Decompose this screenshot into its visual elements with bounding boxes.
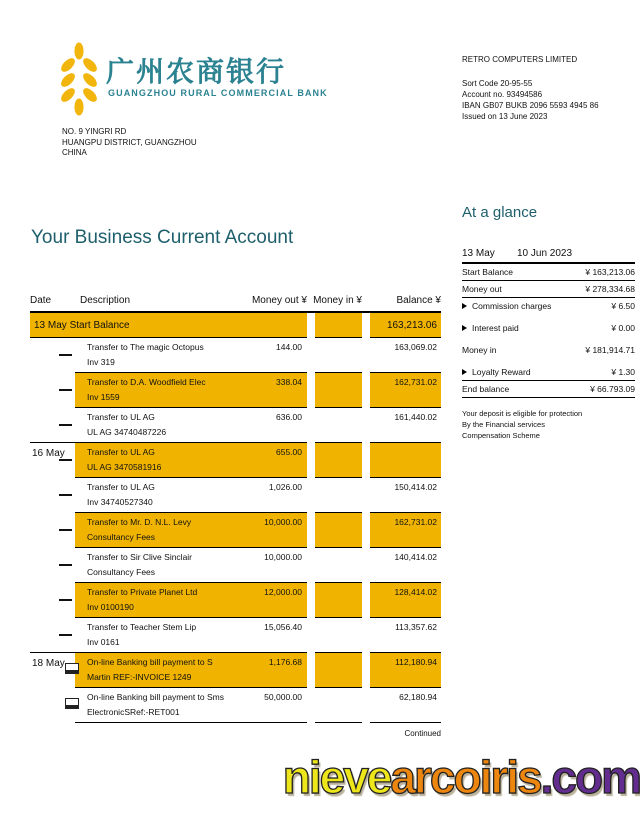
- balance-value: 162,731.02: [370, 373, 441, 407]
- row-reference: Inv 34740527340: [87, 497, 153, 507]
- money-in-cell: [315, 618, 362, 652]
- start-balance-row: [30, 313, 441, 337]
- table-row: [30, 478, 441, 512]
- bill-payment-icon: [65, 663, 79, 674]
- glance-value: ¥ 163,213.06: [585, 267, 635, 277]
- column-header-balance: Balance ¥: [396, 295, 441, 306]
- period-end: 10 Jun 2023: [517, 248, 573, 259]
- money-out-value: 50,000.00: [264, 692, 302, 702]
- money-in-cell: [315, 443, 362, 477]
- row-reference: Martin REF:-INVOICE 1249: [87, 672, 192, 682]
- transfer-dash-icon: [59, 354, 72, 356]
- money-out-value: 10,000.00: [264, 552, 302, 562]
- triangle-marker-icon: [462, 325, 467, 331]
- glance-row: [462, 264, 635, 281]
- account-holder-block: [462, 55, 638, 122]
- money-in-cell: [315, 653, 362, 687]
- glance-row: [462, 342, 635, 358]
- row-description: Transfer to Sir Clive Sinclair: [87, 552, 193, 562]
- row-description-cell: [75, 618, 307, 652]
- transfer-dash-icon: [59, 424, 72, 426]
- bank-logo-icon: [56, 42, 102, 121]
- row-description: Transfer to UL AG: [87, 447, 155, 457]
- money-in-cell: [315, 408, 362, 442]
- triangle-marker-icon: [462, 303, 467, 309]
- column-header-money-in: Money in ¥: [313, 295, 362, 306]
- column-header-date: Date: [30, 295, 52, 306]
- table-row: [30, 583, 441, 617]
- account-holder-name: RETRO COMPUTERS LIMITED: [462, 55, 578, 64]
- money-in-cell: [315, 478, 362, 512]
- row-date: 16 May: [32, 448, 65, 459]
- statement-rows: [30, 337, 441, 723]
- transfer-dash-icon: [59, 459, 72, 461]
- row-separator-line: [30, 722, 441, 723]
- protection-note-line: Your deposit is eligible for protection: [462, 409, 583, 418]
- column-header-description: Description: [80, 295, 131, 306]
- money-in-cell: [315, 688, 362, 722]
- row-description-cell: [75, 583, 307, 617]
- row-description-cell: [75, 478, 307, 512]
- statement-header-row: [30, 293, 441, 313]
- row-description: Transfer to Private Planet Ltd: [87, 587, 198, 597]
- glance-label: [462, 301, 611, 311]
- watermark-part-2: arcoiris: [390, 751, 541, 803]
- row-description-cell: [75, 373, 307, 407]
- transfer-dash-icon: [59, 529, 72, 531]
- start-balance-money-in-cell: [315, 313, 362, 337]
- bank-name-english: GUANGZHOU RURAL COMMERCIAL BANK: [108, 88, 328, 98]
- issue-date: Issued on 13 June 2023: [462, 112, 548, 121]
- row-reference: ElectronicSRef:-RET001: [87, 707, 180, 717]
- bank-address-line: HUANGPU DISTRICT, GUANGZHOU: [62, 137, 197, 147]
- table-row: [30, 338, 441, 372]
- glance-label-text: Commission charges: [472, 301, 552, 311]
- money-out-value: 10,000.00: [264, 517, 302, 527]
- row-date: 18 May: [32, 658, 65, 669]
- table-row: [30, 408, 441, 442]
- balance-value: [370, 443, 441, 477]
- glance-label: [462, 367, 611, 377]
- row-description-cell: [75, 653, 307, 687]
- transfer-dash-icon: [59, 389, 72, 391]
- iban: IBAN GB07 BUKB 2096 5593 4945 86: [462, 101, 599, 110]
- period-start: 13 May: [462, 248, 495, 259]
- row-description-cell: [75, 548, 307, 582]
- money-out-value: 1,176.68: [268, 657, 302, 667]
- row-description-cell: [75, 443, 307, 477]
- row-reference: Inv 0100190: [87, 602, 134, 612]
- glance-value: ¥ 1.30: [611, 367, 635, 377]
- row-reference: Consultancy Fees: [87, 567, 156, 577]
- bill-payment-icon: [65, 698, 79, 709]
- balance-value: 128,414.02: [370, 583, 441, 617]
- balance-value: 62,180.94: [399, 692, 437, 702]
- balance-value: 140,414.02: [394, 552, 437, 562]
- glance-period: [462, 248, 635, 264]
- sort-code: Sort Code 20-95-55: [462, 79, 533, 88]
- row-description-cell: [75, 513, 307, 547]
- column-header-money-out: Money out ¥: [251, 295, 307, 306]
- money-in-cell: [315, 548, 362, 582]
- glance-label: [462, 267, 585, 277]
- row-reference: Inv 0161: [87, 637, 120, 647]
- watermark: [283, 750, 640, 804]
- glance-label-text: Loyalty Reward: [472, 367, 531, 377]
- row-description: Transfer to The magic Octopus: [87, 342, 204, 352]
- balance-value: 161,440.02: [394, 412, 437, 422]
- money-in-cell: [315, 583, 362, 617]
- row-reference: UL AG 3470581916: [87, 462, 162, 472]
- glance-row: [462, 364, 635, 381]
- continued-label: Continued: [404, 729, 441, 738]
- glance-value: ¥ 278,334.68: [585, 284, 635, 294]
- money-out-value: 338.04: [276, 377, 302, 387]
- row-reference: Inv 1559: [87, 392, 120, 402]
- start-balance-value: 163,213.06: [370, 313, 441, 337]
- glance-label: [462, 345, 585, 355]
- row-reference: UL AG 34740487226: [87, 427, 167, 437]
- transfer-dash-icon: [59, 494, 72, 496]
- glance-value: ¥ 0.00: [611, 323, 635, 333]
- money-in-cell: [315, 513, 362, 547]
- money-out-value: 12,000.00: [264, 587, 302, 597]
- glance-row: [462, 381, 635, 398]
- money-out-value: 144.00: [276, 342, 302, 352]
- at-a-glance-summary: [462, 248, 635, 398]
- row-description: On-line Banking bill payment to Sms: [87, 692, 225, 702]
- balance-value: 112,180.94: [370, 653, 441, 687]
- triangle-marker-icon: [462, 369, 467, 375]
- at-a-glance-title: At a glance: [462, 204, 538, 221]
- transfer-dash-icon: [59, 634, 72, 636]
- money-in-cell: [315, 373, 362, 407]
- watermark-part-1: nieve: [282, 751, 391, 803]
- bank-name-chinese: 广州农商银行: [106, 56, 287, 87]
- protection-note: [462, 408, 582, 441]
- glance-label: [462, 284, 585, 294]
- money-in-cell: [315, 338, 362, 372]
- page-title: Your Business Current Account: [31, 227, 294, 248]
- row-description: On-line Banking bill payment to S: [87, 657, 213, 667]
- transfer-dash-icon: [59, 599, 72, 601]
- row-description: Transfer to UL AG: [87, 482, 155, 492]
- table-row: [30, 688, 441, 722]
- start-balance-label: 13 May Start Balance: [30, 313, 307, 337]
- money-out-value: 636.00: [276, 412, 302, 422]
- table-row: [30, 653, 441, 687]
- table-row: [30, 513, 441, 547]
- bank-address-line: CHINA: [62, 148, 87, 157]
- glance-row: [462, 298, 635, 314]
- table-row: [30, 373, 441, 407]
- protection-note-line: Compensation Scheme: [462, 431, 540, 440]
- balance-value: 162,731.02: [370, 513, 441, 547]
- row-description: Transfer to Mr. D. N.L. Levy: [87, 517, 192, 527]
- row-reference: Inv 319: [87, 357, 115, 367]
- bank-address: [62, 127, 197, 159]
- row-description-cell: [75, 408, 307, 442]
- glance-label-text: Money in: [462, 345, 497, 355]
- bank-address-line: NO. 9 YINGRI RD: [62, 127, 127, 136]
- glance-label-text: Money out: [462, 284, 502, 294]
- row-description: Transfer to UL AG: [87, 412, 155, 422]
- row-description: Transfer to Teacher Stem Lip: [87, 622, 197, 632]
- protection-note-line: By the Financial services: [462, 420, 545, 429]
- balance-value: 113,357.62: [395, 622, 437, 632]
- glance-row: [462, 281, 635, 298]
- balance-value: 150,414.02: [394, 482, 437, 492]
- row-description-cell: [75, 338, 307, 372]
- glance-rows: [462, 264, 635, 398]
- glance-label-text: End balance: [462, 384, 510, 394]
- account-number: Account no. 93494586: [462, 90, 543, 99]
- balance-value: 163,069.02: [394, 342, 437, 352]
- table-row: [30, 443, 441, 477]
- watermark-part-3: .com: [540, 751, 640, 803]
- row-description: Transfer to D.A. Woodfield Elec: [87, 377, 206, 387]
- money-out-value: 15,056.40: [264, 622, 302, 632]
- money-out-value: 1,026.00: [268, 482, 302, 492]
- table-row: [30, 618, 441, 652]
- glance-label-text: Interest paid: [472, 323, 519, 333]
- money-out-value: 655.00: [276, 447, 302, 457]
- transfer-dash-icon: [59, 564, 72, 566]
- statement-table: [30, 293, 441, 738]
- glance-label-text: Start Balance: [462, 267, 514, 277]
- glance-value: ¥ 66.793.09: [590, 384, 635, 394]
- row-description-cell: [75, 688, 307, 722]
- glance-label: [462, 384, 590, 394]
- glance-row: [462, 320, 635, 336]
- glance-value: ¥ 6.50: [611, 301, 635, 311]
- glance-label: [462, 323, 611, 333]
- table-row: [30, 548, 441, 582]
- row-reference: Consultancy Fees: [87, 532, 156, 542]
- glance-value: ¥ 181,914.71: [585, 345, 635, 355]
